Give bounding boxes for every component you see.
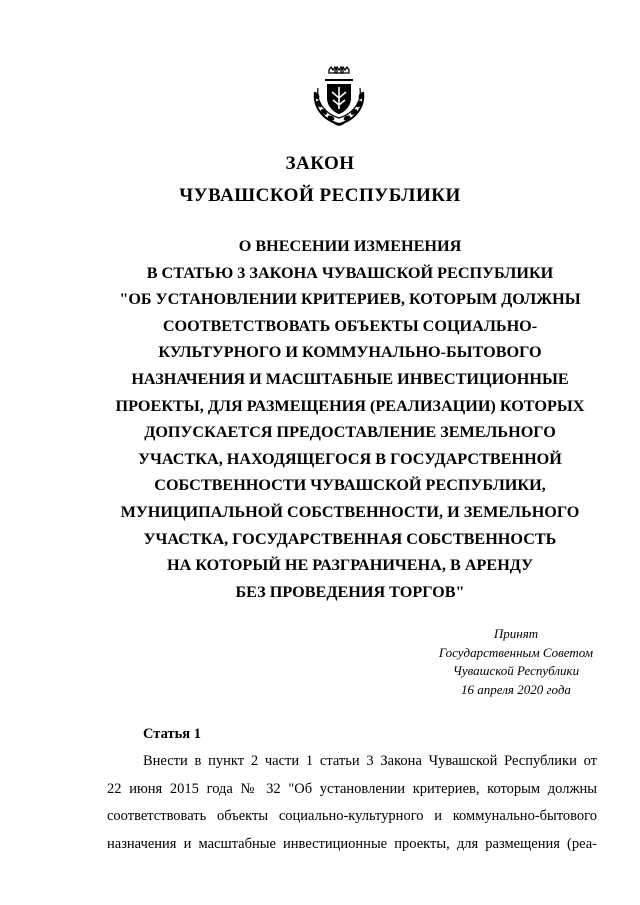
law-subject-line: НА КОТОРЫЙ НЕ РАЗГРАНИЧЕНА, В АРЕНДУ <box>167 556 533 575</box>
law-subject-line: БЕЗ ПРОВЕДЕНИЯ ТОРГОВ" <box>235 582 465 601</box>
law-subject <box>90 233 610 605</box>
article-body-line: Внести в пункт 2 части 1 статьи 3 Закона Чувашской Республики от <box>143 753 597 769</box>
law-subject-line: НАЗНАЧЕНИЯ И МАСШТАБНЫЕ ИНВЕСТИЦИОННЫЕ <box>131 369 569 388</box>
adoption-line: Чувашской Республики <box>452 663 580 679</box>
article-body-line: соответствовать объекты социально-культурного и коммунально-бытового <box>107 808 597 824</box>
article-body-line: назначения и масштабные инвестиционные проекты, для размещения (реа- <box>107 835 597 852</box>
law-subject-line: ДОПУСКАЕТСЯ ПРЕДОСТАВЛЕНИЕ ЗЕМЕЛЬНОГО <box>144 423 556 442</box>
law-subject-line: МУНИЦИПАЛЬНОЙ СОБСТВЕННОСТИ, И ЗЕМЕЛЬНОГО <box>120 502 580 521</box>
law-subject-line: УЧАСТКА, НАХОДЯЩЕГОСЯ В ГОСУДАРСТВЕННОЙ <box>138 449 562 468</box>
law-title: ЗАКОН <box>285 153 355 174</box>
law-subject-line: КУЛЬТУРНОГО И КОММУНАЛЬНО-БЫТОВОГО <box>158 343 542 362</box>
adoption-note <box>400 625 632 700</box>
law-subject-line: УЧАСТКА, ГОСУДАРСТВЕННАЯ СОБСТВЕННОСТЬ <box>143 529 557 548</box>
adoption-line: Государственным Советом <box>438 644 594 660</box>
law-subject-line: О ВНЕСЕНИИ ИЗМЕНЕНИЯ <box>238 237 462 255</box>
article-body <box>107 748 597 858</box>
law-subject-line: В СТАТЬЮ 3 ЗАКОНА ЧУВАШСКОЙ РЕСПУБЛИКИ <box>146 263 554 282</box>
law-subject-line: ПРОЕКТЫ, ДЛЯ РАЗМЕЩЕНИЯ (РЕАЛИЗАЦИИ) КОТОРЫХ <box>115 396 585 415</box>
law-subject-line: СОБСТВЕННОСТИ ЧУВАШСКОЙ РЕСПУБЛИКИ, <box>154 476 546 495</box>
adoption-line: Принят <box>493 626 539 641</box>
chuvash-republic-coat-of-arms-icon <box>305 62 373 130</box>
law-issuer: ЧУВАШСКОЙ РЕСПУБЛИКИ <box>179 185 461 206</box>
law-subject-line: "ОБ УСТАНОВЛЕНИИ КРИТЕРИЕВ, КОТОРЫМ ДОЛЖНЫ <box>119 290 581 309</box>
law-subject-line: СООТВЕТСТВОВАТЬ ОБЪЕКТЫ СОЦИАЛЬНО- <box>162 316 538 335</box>
article-body-line: 22 июня 2015 года № 32 "Об установлении критериев, которым должны <box>107 780 597 797</box>
adoption-date: 16 апреля 2020 года <box>461 682 571 698</box>
article-heading: Статья 1 <box>143 726 201 742</box>
